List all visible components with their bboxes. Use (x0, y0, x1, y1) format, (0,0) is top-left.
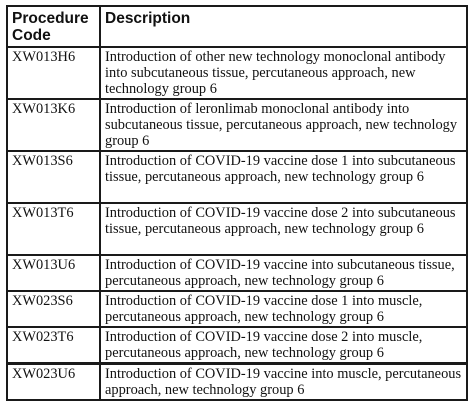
table-row (7, 291, 467, 327)
description-cell: Introduction of COVID-19 vaccine into subcutaneous tissue, percutaneous approach, new technology group 6 (100, 255, 467, 291)
description-cell: Introduction of COVID-19 vaccine dose 2 into muscle, percutaneous approach, new technology group 6 (100, 327, 467, 364)
description-cell: Introduction of COVID-19 vaccine dose 1 into muscle, percutaneous approach, new technology group 6 (100, 291, 467, 327)
description-cell: Introduction of COVID-19 vaccine into muscle, percutaneous approach, new technology group 6 (100, 364, 467, 401)
description-cell: Introduction of other new technology monoclonal antibody into subcutaneous tissue, percutaneous approach, new technology group 6 (100, 47, 467, 99)
table-row (7, 47, 467, 99)
procedure-code-cell: XW023U6 (7, 364, 100, 401)
procedure-code-cell: XW013S6 (7, 151, 100, 203)
description-cell: Introduction of COVID-19 vaccine dose 2 into subcutaneous tissue, percutaneous approach, new technology group 6 (100, 203, 467, 255)
table-row (7, 364, 467, 401)
procedure-code-cell: XW023T6 (7, 327, 100, 364)
description-header: Description (100, 6, 467, 47)
description-cell: Introduction of COVID-19 vaccine dose 1 into subcutaneous tissue, percutaneous approach, new technology group 6 (100, 151, 467, 203)
procedure-code-header: Procedure Code (7, 6, 100, 47)
table-row (7, 203, 467, 255)
procedure-code-cell: XW023S6 (7, 291, 100, 327)
table-row (7, 327, 467, 364)
procedure-code-cell: XW013T6 (7, 203, 100, 255)
table-row (7, 151, 467, 203)
table-row (7, 99, 467, 151)
procedure-code-cell: XW013H6 (7, 47, 100, 99)
procedure-code-cell: XW013K6 (7, 99, 100, 151)
table-row (7, 255, 467, 291)
description-cell: Introduction of leronlimab monoclonal antibody into subcutaneous tissue, percutaneous approach, new technology group 6 (100, 99, 467, 151)
procedure-code-table (6, 5, 468, 401)
table-header-row (7, 6, 467, 47)
procedure-code-cell: XW013U6 (7, 255, 100, 291)
procedure-code-document (6, 5, 466, 401)
